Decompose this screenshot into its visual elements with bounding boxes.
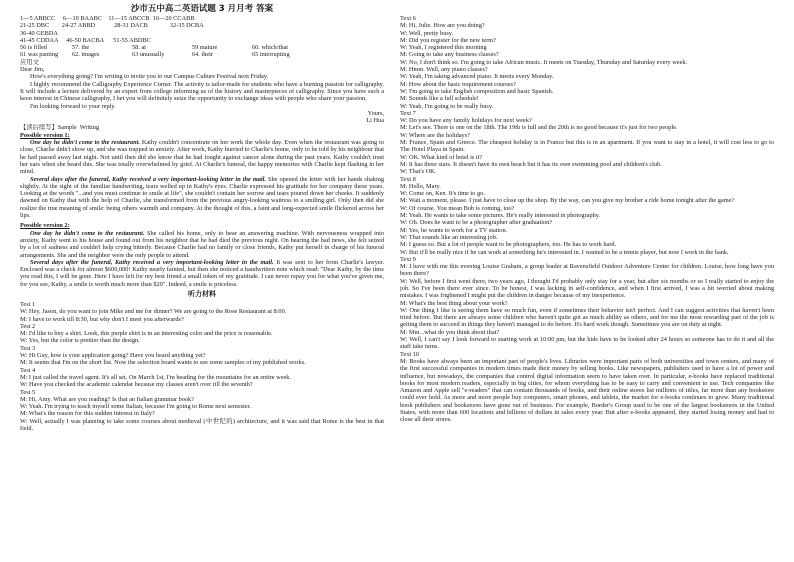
dialogue-line: W: Do you have any family holidays for next week?: [400, 117, 532, 125]
test-label: Text 10: [400, 350, 419, 358]
test-label: Test 3: [20, 344, 36, 352]
dialogue-line: M: Yeah. He wants to take some pictures. He's really interested in photography.: [400, 212, 601, 220]
dialogue-line: M: How about the basic requirement courses?: [400, 80, 516, 88]
paragraph-text: She opened the letter with her hands shaking slightly. At the sight of the familiar handwriting, tears welled up in Kathy's eyes. Charlie expressed his gratitude for her company these years. Looking at the words "...and you must continue to smile at life", she couldn't contain her sorrow and tears poured down her cheeks. It suddenly dawned on Kathy that with the help of Charlie, she transformed from the previous angry-looking waitress to a smiling girl. Only then did she realize the true meaning of smile: being others warmth and company. At the thought of this, a faint and long-expected smile flickered across her lips.: [20, 175, 384, 220]
dialogue-line: W: Oh. Does he want to be a photographer after graduation?: [400, 219, 553, 227]
listening-test: [400, 110, 774, 176]
dialogue-line: W: One thing I like is seeing them have so much fun, even if sometimes their behavior isn't perfect. And I can suggest activities that haven't been tried before. But there are always some children who haven't quite got as much ability as others, and for me the most rewarding part of the job is getting them to succeed in things they haven't managed to do before. It's hard work though. Sometimes you are on duty at night.: [400, 306, 774, 329]
dialogue-line: W: No, I don't think so. I'm going to take African music. It meets on Tuesday, Thursday and Saturday every week.: [400, 58, 688, 66]
listening-tests-left: [20, 301, 384, 432]
dialogue-line: W: Well, actually I was planning to take some courses about medieval (中世纪的) architecture, and it was said that Rome is the best in that field.: [20, 417, 384, 433]
letter: [20, 66, 384, 124]
dialogue-line: W: That sounds like an interesting job.: [400, 233, 498, 241]
dialogue-line: W: I'm going to take English composition and basic Spanish.: [400, 87, 554, 95]
dialogue-line: M: Let's see. There is one on the 18th. The 19th is full and the 20th is no good because it's just for two people.: [400, 124, 678, 132]
answer-row: 41-45 CDDAA 46-50 BACBA 51-55 ABDBC: [20, 36, 151, 44]
dialogue-line: W: That's OK.: [400, 168, 437, 176]
test-label: Text 9: [400, 255, 416, 263]
test-label: Text 6: [400, 15, 416, 22]
dialogue-line: W: Well, pretty busy.: [400, 29, 454, 37]
fill-answer: 65 interrupting: [252, 51, 290, 59]
letter-closing: Yours,: [367, 109, 384, 117]
dialogue-line: M: Yes, he wants to work for a TV station.: [400, 226, 508, 234]
dialogue-line: M: Wait a moment, please. I just have to close up the shop. By the way, can you give my brother a ride home tonight after the game?: [400, 197, 735, 205]
dialogue-line: W: Hey, Jason, do you want to join Mike and me for dinner? We are going to the Rose Restaurant at 8:00.: [20, 308, 287, 316]
lead-sentence: One day he didn't come to the restaurant.: [30, 229, 145, 237]
dialogue-line: W: Come on, Ken. It's time to go.: [400, 190, 485, 198]
paragraph-text: Kathy couldn't concentrate on her work the whole day. Even when the restaurant was going to close, Charlie didn't show up, and she was trapped in anxiety. After work, Kathy hurried to Charlie's home, only to be told by his neighbour that he had passed away last night. Not until then did she know that he had fought against cancer alone during the past years. Kathy couldn't trust her ears when she heard this. She was totally overwhelmed by grief. At Charlie's funeral, the happy memories with Charlie kept flashing in her mind.: [20, 139, 384, 176]
listening-test: [20, 367, 384, 389]
fill-answer: 56 is filled: [20, 44, 47, 52]
test-label: Text 7: [400, 109, 416, 117]
answer-row: 1—5 ABBCC 6—10 BAABC 11—15 ABCCB 16—20 CCABB: [20, 15, 195, 22]
test-label: Test 2: [20, 322, 36, 330]
letter-signature: Li Hua: [366, 117, 384, 125]
listening-test: [20, 345, 384, 367]
dialogue-line: M: I have to work till 8:30, but why don't I meet you afterwards?: [20, 315, 184, 323]
answer-row: 36-40 GEBDA: [20, 29, 58, 37]
letter-salutation: Dear Jim,: [20, 66, 45, 74]
dialogue-line: W: Have you checked the academic calendar because my classes aren't over till the seventh?: [20, 381, 253, 389]
dialogue-line: M: Hi, Julie. How are you doing?: [400, 22, 485, 30]
fill-answer: 57. the: [72, 44, 90, 52]
dialogue-line: M: What's the best thing about your work?: [400, 299, 508, 307]
version-paragraph: [20, 176, 384, 220]
dialogue-line: W: Well, I can't say I look forward to starting work at 10:00 pm, but the kids have to be looked after 24 hours so someone has to do it and all the staff take turns.: [400, 336, 774, 351]
test-label: Test 5: [20, 388, 36, 396]
letter-paragraph: How's everything going? I'm writing to invite you to our Campus Culture Festival next Friday.: [30, 73, 269, 81]
fill-answer: 62. images: [72, 51, 100, 59]
dialogue-line: W: OK. What kind of hotel is it?: [400, 153, 483, 161]
dialogue-line: W: Yes, but the color is prettier than the design.: [20, 337, 140, 345]
essay-label: 应用文: [20, 58, 39, 66]
fill-answers-row: [20, 44, 384, 51]
version-paragraph: [20, 139, 384, 175]
dialogue-line: W: Yeah, I registered this morning: [400, 44, 487, 52]
listening-test: [20, 323, 384, 345]
fill-answer: 63 unusually: [132, 51, 165, 59]
left-column: [20, 0, 384, 432]
dialogue-line: M: Hello, Mary.: [400, 182, 441, 190]
fill-answer: 60. which/that: [252, 44, 289, 52]
listening-test: [400, 351, 774, 424]
fill-answer: 61 was panting: [20, 51, 59, 59]
dialogue-line: W: Where are the holidays?: [400, 131, 470, 139]
listening-test: [400, 15, 774, 110]
dialogue-line: M: Hi, Amy. What are you reading? Is that an Italian grammar book?: [20, 395, 194, 403]
lead-sentence: Several days after the funeral, Kathy received a very important-looking letter in the mail.: [30, 258, 274, 266]
dialogue-line: W: Hi Guy, how is your application going? Have you heard anything yet?: [20, 352, 206, 360]
fill-answer: 58. at: [132, 44, 146, 52]
letter-paragraph: I'm looking forward to your reply.: [30, 102, 116, 110]
continuation-label: 【读后续写】Sample Writing: [20, 124, 100, 132]
dialogue-line: M: Books have always been an important part of people's lives. Libraries were important parts of both universities and town centers, and many of the first successful companies in modern times made their money by selling books. Like newspapers, publishers used to have a lot of power and influence, but nowadays, the companies that control digital information seem to have taken over. In particular, e-books have replaced traditional books for most modern readers, especially in big cities, for whom everything has to be easy to carry and convenient to use. Tech companies like Amazon and Apple sell "e-readers" that can contain thousands of books, and their online stores list millions of titles, far more than any bookstore could ever hold. As more and more people buy computers, smart phones, and tablets, the market for e-books continues to grow. Many traditional book publishers and bookstores have gone out of business. For example, Border's Group used to be one of the largest bookstores in the United States, with more than 600 locations and billions of dollars in sales every year. But after e-books appeared, they started losing money and had to close all their stores.: [400, 357, 774, 424]
listening-heading: 听力材料: [188, 289, 216, 298]
dialogue-line: M: Going to take any business classes?: [400, 51, 499, 59]
listening-test: [400, 176, 774, 256]
listening-test: [20, 301, 384, 323]
dialogue-line: M: I just called the travel agent. It's all set. On March 1st, I'm heading for the mountains for an entire week.: [20, 373, 292, 381]
version-paragraph: [20, 230, 384, 259]
test-label: Text 8: [400, 175, 416, 183]
answer-row: 21-25 DBC 24-27 ABBD 28-31 DACB 32-35 DCBA: [20, 22, 204, 30]
version-title: Possible version 1:: [20, 131, 70, 139]
right-column: [400, 0, 774, 424]
lead-sentence: Several days after the funeral, Kathy received a very important-looking letter in the mail.: [30, 175, 266, 183]
test-label: Test 4: [20, 366, 36, 374]
listening-test: [400, 256, 774, 351]
dialogue-line: M: Did you register for the new term?: [400, 36, 496, 44]
paragraph-text: It was sent to her from Charlie's lawyer. Enclosed was a check for almost $600,000! Kathy nearly fainted, but then she noticed a handwritten note which read: "Dear Kathy, by the time you read this, I will be gone. Here I have left for my best friend a small token of my gratitude. I can never repay you for what you've given me, for you see, Kathy, a smile is worth much more than $20". Indeed, a smile is priceless.: [20, 258, 384, 288]
test-label: Test 1: [20, 300, 36, 308]
sample-version-2: [20, 222, 384, 288]
dialogue-line: M: What's the reason for this sudden interest in Italy?: [20, 410, 155, 418]
listening-test: [20, 389, 384, 433]
dialogue-line: W: Yeah. I'm trying to teach myself some Italian, because I'm going to Rome next semester.: [20, 403, 251, 411]
dialogue-line: M: I'd like to buy a shirt. Look, this purple shirt is in an interesting color and the price is reasonable.: [20, 330, 273, 338]
dialogue-line: M: Mm...what do you think about that?: [400, 328, 500, 336]
dialogue-line: M: Sounds like a full schedule!: [400, 95, 479, 103]
dialogue-line: M: France, Spain and Greece. The cheapest holiday is in France but this is in an apartment. If you want to stay in a hotel, it will cost less to go to The Hotel Playa in Spain.: [400, 139, 774, 154]
letter-paragraph: I highly recommend the Calligraphy Experience Corner. The activity is tailor-made for students who have a burning passion for calligraphy. It will include a lecture delivered by an expert from college informing us of the history and masterpieces of calligraphy. Since you have such a keen interest in Chinese calligraphy, I bet you will definitely seize the opportunity to exchange ideas with people who share your passion.: [20, 80, 384, 103]
dialogue-line: M: It seems that I'm on the short list. Now the selection board wants to see some samples of my published works.: [20, 359, 306, 367]
fill-answers-row: [20, 51, 384, 58]
dialogue-line: W: Well, before I first went there, two years ago, I thought I'd probably only stay for a year, but after six months or so I really started to enjoy the job. So I've been there ever since. To be honest, I was lacking in self-confidence, and when I first arrived, I was a bit worried about making mistakes. I was frightened I might put the children in danger because of my inexperience.: [400, 277, 774, 300]
dialogue-line: W: Yeah, I'm going to be really busy.: [400, 102, 494, 110]
dialogue-line: W: Of course. You mean Bob is coming, too?: [400, 204, 515, 212]
lead-sentence: One day he didn't come to the restaurant.: [30, 139, 140, 147]
dialogue-line: M: I have with me this evening Louise Graham, a group leader at Ravensfield Outdoor Adventure Center for children. Louise, how long have you been there?: [400, 263, 774, 278]
dialogue-line: W: Yeah, I'm taking advanced piano. It meets every Monday.: [400, 73, 554, 81]
dialogue-line: M: It has three stars. It doesn't have its own beach but it has its own swimming pool and children's club.: [400, 160, 662, 168]
answer-key: [20, 15, 384, 59]
fill-answer: 64. their: [192, 51, 213, 59]
dialogue-line: M: Hmm. Well, any piano classes?: [400, 66, 488, 74]
listening-tests-right: [400, 15, 774, 424]
version-paragraph: [20, 259, 384, 288]
sample-version-1: [20, 132, 384, 220]
dialogue-line: W: But it'll be really nice if he can work at something he's interested in. I wanted to be a tennis player, but now I work in the bank.: [400, 248, 729, 256]
paragraph-text: She called his home, only to hear an answering machine. With nervousness wrapped into anxiety, Kathy went to his house and found out from his neighbor that he had died the previous night. On hearing the bad news, she felt seized by a lot of sadness and couldn't help crying bitterly. Because Charlie had no family or close friends, Kathy put herself in charge of his funeral arrangements. She and the neighbor were the only people to attend.: [20, 229, 384, 259]
fill-answer: 59 mature: [192, 44, 218, 52]
page-title: 沙市五中高二英语试题 3 月月考 答案: [130, 4, 274, 14]
version-title: Possible version 2:: [20, 222, 70, 230]
dialogue-line: M: I guess so. But a lot of people want to be photographers, too. He has to work hard.: [400, 241, 617, 249]
